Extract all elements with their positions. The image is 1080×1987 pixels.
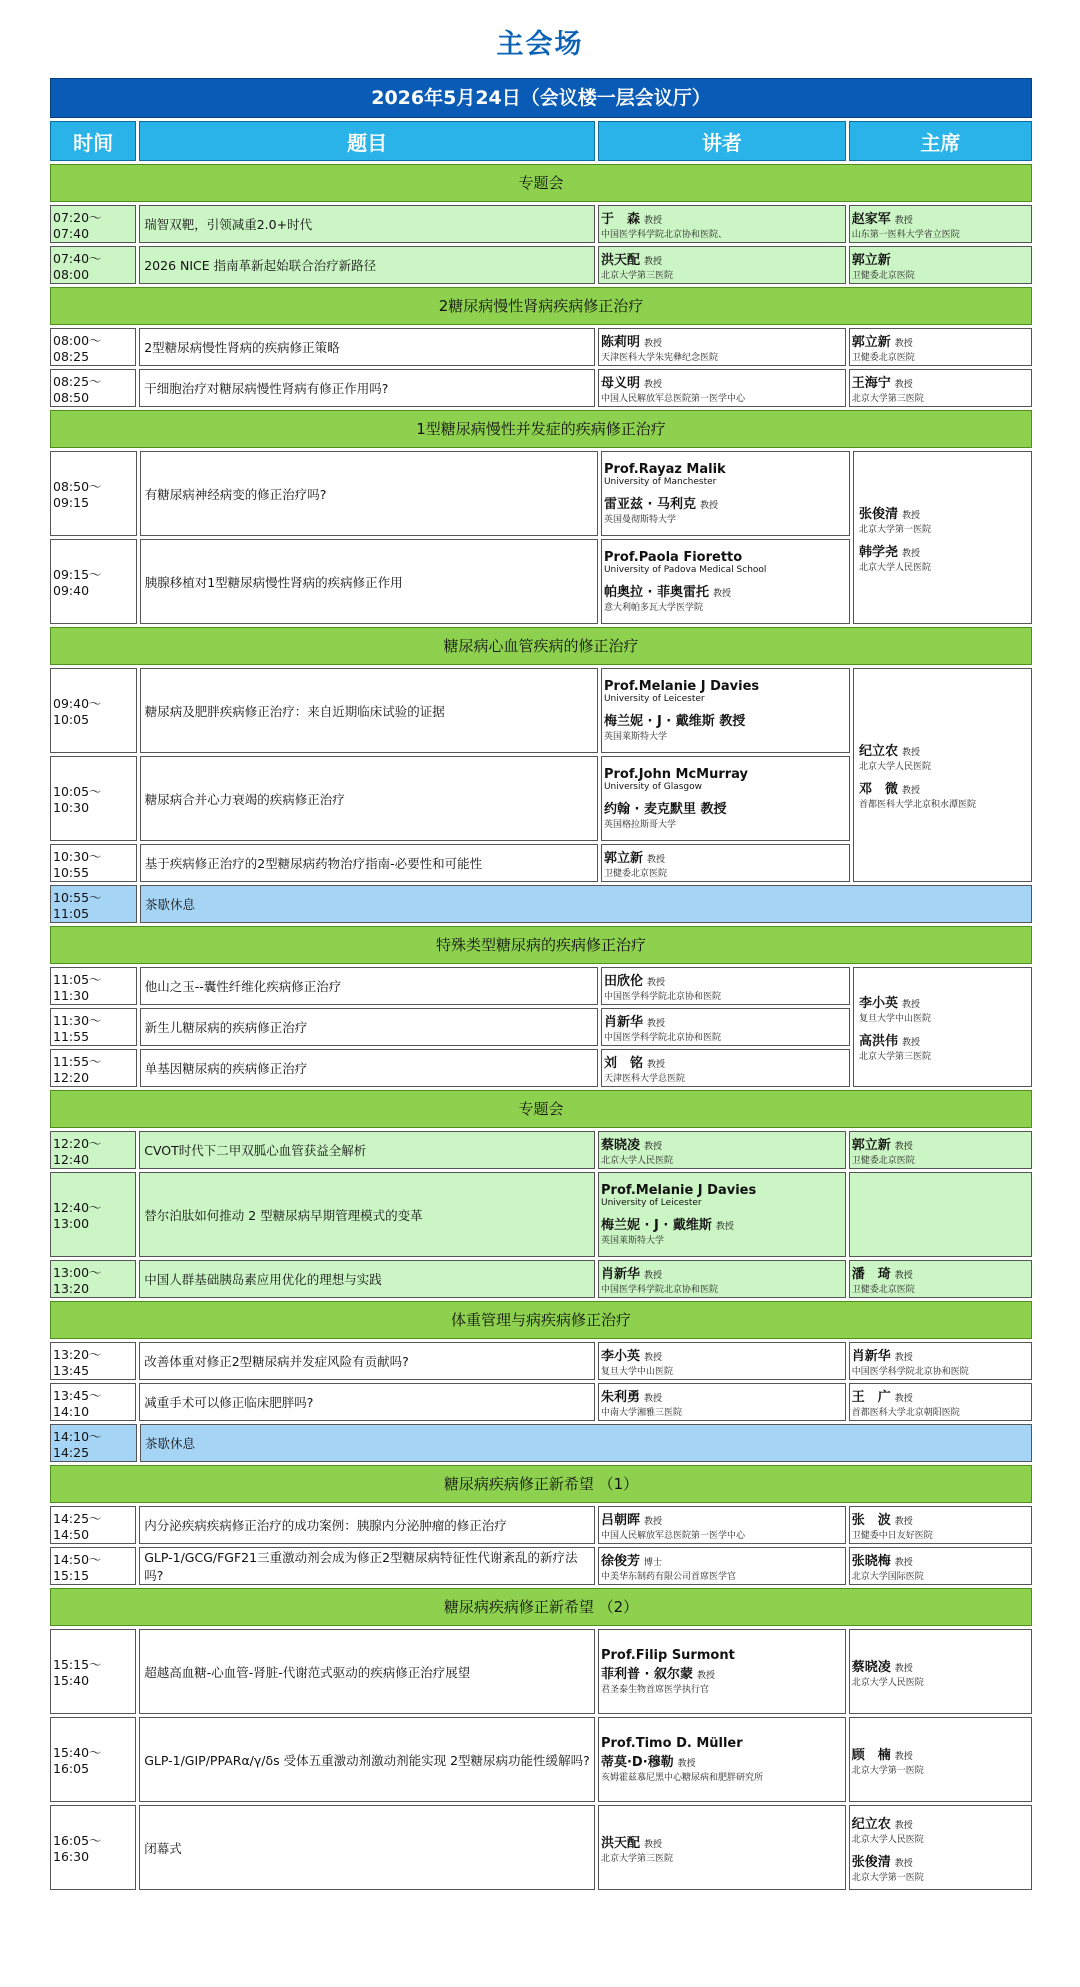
speaker-name: 梅兰妮 · J · 戴维斯 教授 (603, 714, 746, 729)
speaker-affiliation: 中国医学科学院北京协和医院 (600, 1285, 718, 1295)
speaker-affiliation: 君圣泰生物首席医学执行官 (600, 1685, 709, 1695)
speaker-cell (598, 205, 846, 243)
speaker-name: 洪天配 教授 (600, 1835, 663, 1851)
chair-name: 赵家军 教授 (851, 212, 913, 227)
table-row (50, 328, 1032, 366)
chair-cell (849, 1342, 1032, 1380)
chair-name: 韩学尧 教授 (859, 544, 921, 560)
chair-name: 张晓梅 教授 (851, 1554, 913, 1569)
section-title: 体重管理与病疾病修正治疗 (50, 1301, 1032, 1339)
speaker-cell (598, 1805, 846, 1890)
speaker-name: 菲利普 · 叙尔蒙 教授 (600, 1667, 715, 1682)
topic-cell: 闭幕式 (139, 1805, 595, 1890)
chair-affiliation: 卫健委北京医院 (851, 353, 915, 363)
time-cell: 08:00～08:25 (50, 328, 136, 366)
table-row (50, 205, 1032, 243)
topic-cell: 瑞智双靶，引领减重2.0+时代 (139, 205, 595, 243)
chair-cell (849, 369, 1032, 407)
chair-name: 王海宁 教授 (851, 376, 913, 391)
speaker-cell (598, 1260, 846, 1298)
chair-name: 郭立新 教授 (851, 1138, 913, 1153)
table-row (50, 246, 1032, 284)
table-row (50, 539, 850, 624)
speaker-english-affiliation: University of Glasgow (603, 782, 703, 792)
speaker-cell (598, 1131, 846, 1169)
speaker-affiliation: 中国医学科学院北京协和医院 (603, 1033, 721, 1043)
speaker-cell (601, 539, 850, 624)
date-bar: 2026年5月24日（会议楼一层会议厅） (50, 78, 1032, 118)
chair-name: 顾 楠 教授 (851, 1747, 913, 1763)
speaker-english-name: Prof.Timo D. Müller (600, 1736, 743, 1751)
table-row (50, 756, 850, 841)
topic-cell: 干细胞治疗对糖尿病慢性肾病有修正作用吗? (139, 369, 595, 407)
speaker-cell (598, 1629, 846, 1714)
chair-affiliation: 中国医学科学院北京协和医院 (851, 1367, 969, 1377)
topic-cell: 超越高血糖-心血管-肾脏-代谢范式驱动的疾病修正治疗展望 (139, 1629, 595, 1714)
speaker-affiliation: 英国曼彻斯特大学 (603, 515, 676, 525)
chair-affiliation: 北京大学第三医院 (851, 394, 924, 404)
speaker-name: 朱利勇 教授 (600, 1390, 663, 1405)
chair-cell (849, 1383, 1032, 1421)
topic-cell: 新生儿糖尿病的疾病修正治疗 (140, 1008, 598, 1046)
chair-affiliation: 北京大学第一医院 (851, 1872, 924, 1883)
speaker-english-affiliation: University of Padova Medical School (603, 565, 767, 575)
speaker-cell (601, 668, 850, 753)
chair-cell (853, 451, 1032, 624)
table-header (50, 121, 1032, 161)
speaker-name: 李小英 教授 (600, 1349, 663, 1364)
speaker-cell (601, 1049, 850, 1087)
chair-name: 纪立农 教授 (851, 1816, 913, 1832)
speaker-affiliation: 英国莱斯特大学 (601, 1236, 665, 1246)
chair-affiliation: 卫健委中日友好医院 (851, 1531, 933, 1541)
speaker-affiliation: 复旦大学中山医院 (600, 1367, 673, 1377)
speaker-name: 肖新华 教授 (603, 1015, 665, 1030)
speaker-cell (598, 328, 846, 366)
speaker-affiliation: 中国人民解放军总医院第一医学中心 (600, 394, 745, 404)
speaker-affiliation: 意大利帕多瓦大学医学院 (603, 603, 703, 613)
table-row (50, 1342, 1032, 1380)
time-cell: 09:15～09:40 (50, 539, 137, 624)
speaker-english-name: Prof.John McMurray (603, 767, 749, 782)
topic-cell: 基于疾病修正治疗的2型糖尿病药物治疗指南-必要性和可能性 (140, 844, 598, 882)
chair-name: 纪立农 教授 (859, 744, 921, 759)
time-cell: 11:30～11:55 (50, 1008, 137, 1046)
topic-cell: 减重手术可以修正临床肥胖吗? (139, 1383, 595, 1421)
topic-cell: 2型糖尿病慢性肾病的疾病修正策略 (139, 328, 595, 366)
time-cell: 10:30～10:55 (50, 844, 137, 882)
section-title: 专题会 (50, 1090, 1032, 1128)
chair-affiliation: 卫健委北京医院 (851, 271, 915, 281)
time-cell: 15:40～16:05 (50, 1717, 136, 1802)
speaker-affiliation: 北京大学人民医院 (600, 1156, 673, 1166)
topic-cell: GLP-1/GCG/FGF21三重激动剂会成为修正2型糖尿病特征性代谢紊乱的新疗法吗? (139, 1547, 595, 1585)
section-title: 1型糖尿病慢性并发症的疾病修正治疗 (50, 410, 1032, 448)
table-row (50, 369, 1032, 407)
speaker-name: 徐俊芳 博士 (600, 1554, 663, 1569)
table-row (50, 844, 850, 882)
speaker-name: 郭立新 教授 (603, 851, 665, 866)
speaker-affiliation: 英国莱斯特大学 (603, 732, 667, 742)
time-cell: 14:10～14:25 (50, 1424, 137, 1462)
speaker-affiliation: 亥姆霍兹慕尼黑中心糖尿病和肥胖研究所 (600, 1773, 763, 1783)
speaker-name: 刘 铭 教授 (603, 1056, 665, 1071)
chair-name: 蔡晓凌 教授 (851, 1659, 913, 1675)
speaker-english-affiliation: University of Leicester (603, 694, 705, 704)
speaker-name: 帕奥拉 · 菲奥雷托 教授 (603, 585, 731, 600)
chair-affiliation: 首都医科大学北京朝阳医院 (851, 1408, 960, 1418)
section-title: 专题会 (50, 164, 1032, 202)
chair-name: 潘 琦 教授 (851, 1267, 913, 1282)
time-cell: 08:25～08:50 (50, 369, 136, 407)
chair-name: 邓 微 教授 (859, 782, 921, 797)
chair-cell (849, 328, 1032, 366)
chair-name: 张 波 教授 (851, 1513, 913, 1528)
chair-affiliation: 北京大学人民医院 (851, 1834, 924, 1845)
chair-cell (849, 1547, 1032, 1585)
time-cell: 11:55～12:20 (50, 1049, 137, 1087)
chair-cell (849, 1172, 1032, 1257)
table-row (50, 1506, 1032, 1544)
table-row (50, 967, 850, 1005)
speaker-name: 蒂莫·D·穆勒 教授 (600, 1755, 696, 1770)
speaker-cell (598, 1172, 846, 1257)
topic-cell: 内分泌疾病疾病修正治疗的成功案例：胰腺内分泌肿瘤的修正治疗 (139, 1506, 595, 1544)
header-speaker: 讲者 (598, 121, 846, 161)
chair-cell (849, 1717, 1032, 1802)
topic-cell: 替尔泊肽如何推动 2 型糖尿病早期管理模式的变革 (139, 1172, 595, 1257)
speaker-cell (598, 1342, 846, 1380)
time-cell: 14:25～14:50 (50, 1506, 136, 1544)
chair-affiliation: 首都医科大学北京积水潭医院 (859, 800, 977, 810)
speaker-cell (598, 1383, 846, 1421)
table-row (50, 668, 850, 753)
speaker-cell (598, 1547, 846, 1585)
topic-cell: 中国人群基础胰岛素应用优化的理想与实践 (139, 1260, 595, 1298)
table-row (50, 451, 850, 536)
time-cell: 14:50～15:15 (50, 1547, 136, 1585)
chair-affiliation: 复旦大学中山医院 (859, 1014, 932, 1024)
header-time: 时间 (50, 121, 136, 161)
chair-affiliation: 卫健委北京医院 (851, 1156, 915, 1166)
chair-affiliation: 北京大学人民医院 (859, 762, 932, 772)
topic-cell: 单基因糖尿病的疾病修正治疗 (140, 1049, 598, 1087)
table-row (50, 1717, 1032, 1802)
topic-cell: 胰腺移植对1型糖尿病慢性肾病的疾病修正作用 (140, 539, 598, 624)
chair-name: 张俊清 教授 (851, 1854, 913, 1870)
break-label: 茶歇休息 (140, 885, 1032, 923)
speaker-affiliation: 中南大学湘雅三医院 (600, 1408, 682, 1418)
time-cell: 12:20～12:40 (50, 1131, 136, 1169)
time-cell: 16:05～16:30 (50, 1805, 136, 1890)
time-cell: 07:20～07:40 (50, 205, 136, 243)
table-row (50, 1172, 1032, 1257)
topic-cell: 有糖尿病神经病变的修正治疗吗? (140, 451, 598, 536)
speaker-affiliation: 北京大学第三医院 (600, 1853, 673, 1864)
topic-cell: 改善体重对修正2型糖尿病并发症风险有贡献吗? (139, 1342, 595, 1380)
table-row (50, 1049, 850, 1087)
break-row (50, 1424, 1032, 1462)
chair-cell (849, 246, 1032, 284)
speaker-affiliation: 英国格拉斯哥大学 (603, 820, 676, 830)
topic-cell: 2026 NICE 指南革新起始联合治疗新路径 (139, 246, 595, 284)
header-topic: 题目 (139, 121, 595, 161)
chair-affiliation: 北京大学第三医院 (859, 1052, 932, 1062)
speaker-cell (601, 756, 850, 841)
section-title: 糖尿病心血管疾病的修正治疗 (50, 627, 1032, 665)
time-cell: 10:55～11:05 (50, 885, 137, 923)
speaker-english-name: Prof.Paola Fioretto (603, 550, 743, 565)
speaker-affiliation: 中国人民解放军总医院第一医学中心 (600, 1531, 745, 1541)
topic-cell: 糖尿病及肥胖疾病修正治疗：来自近期临床试验的证据 (140, 668, 598, 753)
speaker-name: 吕朝晖 教授 (600, 1513, 663, 1528)
time-cell: 15:15～15:40 (50, 1629, 136, 1714)
speaker-cell (601, 1008, 850, 1046)
header-chair: 主席 (849, 121, 1032, 161)
chair-cell (853, 668, 1032, 882)
topic-cell: 糖尿病合并心力衰竭的疾病修正治疗 (140, 756, 598, 841)
speaker-affiliation: 卫健委北京医院 (603, 869, 667, 879)
chair-name: 高洪伟 教授 (859, 1034, 921, 1049)
time-cell: 13:45～14:10 (50, 1383, 136, 1421)
chair-affiliation: 北京大学人民医院 (859, 562, 932, 573)
chair-cell (849, 1629, 1032, 1714)
chair-cell (849, 1805, 1032, 1890)
chair-name: 郭立新 (851, 253, 891, 268)
speaker-english-affiliation: University of Leicester (601, 1198, 702, 1208)
time-cell: 08:50～09:15 (50, 451, 137, 536)
speaker-english-name: Prof.Filip Surmont (600, 1648, 735, 1663)
table-row (50, 1008, 850, 1046)
speaker-name: 蔡晓凌 教授 (600, 1138, 663, 1153)
speaker-cell (601, 451, 850, 536)
time-cell: 10:05～10:30 (50, 756, 137, 841)
agenda-table (50, 78, 1032, 1890)
speaker-name: 约翰 · 麦克默里 教授 (603, 802, 727, 817)
speaker-affiliation: 中国医学科学院北京协和医院、 (600, 230, 727, 240)
chair-name: 郭立新 教授 (851, 335, 913, 350)
chair-affiliation: 北京大学人民医院 (851, 1677, 924, 1688)
speaker-cell (598, 1506, 846, 1544)
speaker-affiliation: 天津医科大学总医院 (603, 1074, 685, 1084)
speaker-name: 田欣伦 教授 (603, 974, 665, 989)
page-title: 主会场 (496, 29, 584, 60)
speaker-name: 母义明 教授 (600, 376, 663, 391)
speaker-cell (598, 1717, 846, 1802)
speaker-affiliation: 天津医科大学朱宪彝纪念医院 (600, 353, 718, 363)
chair-cell (849, 205, 1032, 243)
chair-affiliation: 北京大学国际医院 (851, 1572, 924, 1582)
speaker-cell (601, 967, 850, 1005)
speaker-affiliation: 北京大学第三医院 (600, 271, 673, 281)
break-row (50, 885, 1032, 923)
chair-cell (849, 1506, 1032, 1544)
chair-name: 张俊清 教授 (859, 506, 921, 522)
table-row (50, 1629, 1032, 1714)
speaker-affiliation: 中国医学科学院北京协和医院 (603, 992, 721, 1002)
speaker-name: 陈莉明 教授 (600, 335, 663, 350)
speaker-name: 肖新华 教授 (600, 1267, 663, 1282)
speaker-name: 梅兰妮 · J · 戴维斯 教授 (601, 1218, 734, 1233)
chair-name: 肖新华 教授 (851, 1349, 913, 1364)
speaker-cell (598, 246, 846, 284)
speaker-affiliation: 中美华东制药有限公司首席医学官 (600, 1572, 736, 1582)
chair-affiliation: 北京大学第一医院 (859, 524, 932, 535)
section-title: 糖尿病疾病修正新希望 （1） (50, 1465, 1032, 1503)
chair-affiliation: 卫健委北京医院 (851, 1285, 915, 1295)
speaker-english-name: Prof.Melanie J Davies (603, 679, 760, 694)
speaker-english-affiliation: University of Manchester (603, 477, 717, 487)
break-label: 茶歇休息 (140, 1424, 1032, 1462)
time-cell: 07:40～08:00 (50, 246, 136, 284)
speaker-english-name: Prof.Melanie J Davies (601, 1183, 757, 1198)
section-title: 糖尿病疾病修正新希望 （2） (50, 1588, 1032, 1626)
speaker-name: 雷亚兹 · 马利克 教授 (603, 497, 718, 512)
speaker-cell (598, 369, 846, 407)
time-cell: 13:00～13:20 (50, 1260, 136, 1298)
chair-affiliation: 北京大学第一医院 (851, 1765, 924, 1776)
chair-cell (853, 967, 1032, 1087)
table-row (50, 1547, 1032, 1585)
table-row (50, 1131, 1032, 1169)
table-row (50, 1260, 1032, 1298)
chair-name: 王 广 教授 (851, 1390, 913, 1405)
table-row (50, 1805, 1032, 1890)
time-cell: 09:40～10:05 (50, 668, 137, 753)
topic-cell: CVOT时代下二甲双胍心血管获益全解析 (139, 1131, 595, 1169)
section-title: 2糖尿病慢性肾病疾病修正治疗 (50, 287, 1032, 325)
speaker-name: 洪天配 教授 (600, 253, 663, 268)
time-cell: 11:05～11:30 (50, 967, 137, 1005)
speaker-english-name: Prof.Rayaz Malik (603, 462, 726, 477)
chair-cell (849, 1131, 1032, 1169)
chair-cell (849, 1260, 1032, 1298)
section-title: 特殊类型糖尿病的疾病修正治疗 (50, 926, 1032, 964)
chair-affiliation: 山东第一医科大学省立医院 (851, 230, 960, 240)
speaker-cell (601, 844, 850, 882)
time-cell: 12:40～13:00 (50, 1172, 136, 1257)
time-cell: 13:20～13:45 (50, 1342, 136, 1380)
topic-cell: GLP-1/GIP/PPARα/γ/δs 受体五重激动剂激动剂能实现 2型糖尿病功能性缓解吗? (139, 1717, 595, 1802)
chair-name: 李小英 教授 (859, 996, 921, 1011)
topic-cell: 他山之玉--囊性纤维化疾病修正治疗 (140, 967, 598, 1005)
speaker-name: 于 森 教授 (600, 212, 663, 227)
table-row (50, 1383, 1032, 1421)
